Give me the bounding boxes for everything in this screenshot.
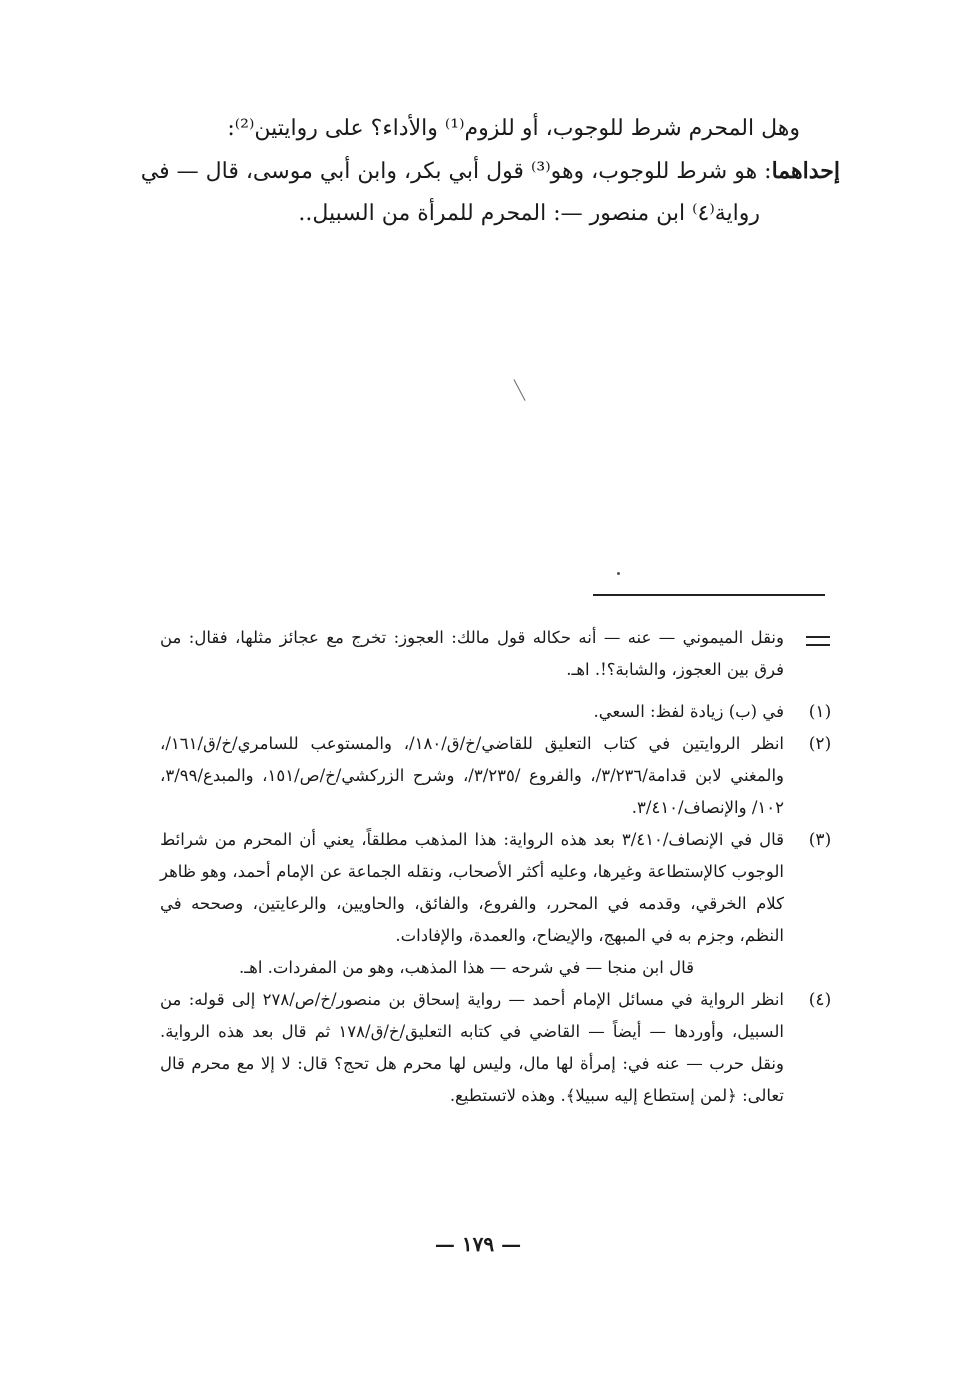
footnote-1 [160, 696, 840, 728]
main-text-line-2-rest: : هو شرط للوجوب، وهو⁽³⁾ قول أبي بكر، وابن أبي موسى، قال — في [140, 159, 772, 184]
main-text [140, 108, 840, 235]
main-text-line-1: وهل المحرم شرط للوجوب، أو للزوم⁽¹⁾ والأداء؟ على روايتين⁽²⁾: [227, 116, 800, 141]
footnote-3 [160, 824, 840, 984]
footnote-continuation [160, 622, 840, 686]
footnote-extra-line: قال ابن منجا — في شرحه — هذا المذهب، وهو من المفردات. اهـ. [239, 958, 694, 977]
stray-pen-mark [513, 379, 525, 401]
main-text-line-2 [140, 150, 840, 193]
footnote-marker: (١) [808, 702, 832, 722]
page-number: — ١٧٩ — [434, 1232, 522, 1256]
ihdahuma-heading: إحداهما [771, 158, 840, 184]
footnote-4 [160, 984, 840, 1112]
footnote-text: انظر الرواية في مسائل الإمام أحمد — رواية إسحاق بن منصور/خ/ص/٢٧٨ إلى قوله: من السبيل، وأوردها — أيضاً — القاضي في كتابه التعليق/خ/ق/١٧٨ ثم قال بعد هذه الرواية. ونقل حرب — عنه في: إمرأة لها مال، وليس لها محرم هل تحج؟ قال: لا إلا مع محرم قال تعالى: ﴿لمن إستطاع إليه سبيلا﴾. وهذه لاتستطيع. [160, 990, 785, 1105]
footnote-marker: (٢) [808, 734, 832, 754]
footnote-marker: (٤) [808, 990, 832, 1010]
footnote-marker: (٣) [808, 830, 832, 850]
continuation-mark [806, 636, 830, 646]
main-text-line-3: رواية⁽٤⁾ ابن منصور —: المحرم للمرأة من السبيل.. [298, 201, 760, 226]
footnote-continuation-text: ونقل الميموني — عنه — أنه حكاله قول مالك: العجوز: تخرج مع عجائز مثلها، فقال: من فرق بين العجوز، والشابة؟!. اهـ. [160, 628, 784, 679]
footnote-separator [593, 594, 825, 596]
footnote-text: قال في الإنصاف/٣/٤١٠ بعد هذه الرواية: هذا المذهب مطلقاً، يعني أن المحرم من شرائط الوجوب كالإستطاعة وغيرها، وعليه أكثر الأصحاب، ونقله الجماعة عن الإمام أحمد، وهو ظاهر كلام الخرقي، وقدمه في المحرر، والفروع، والفائق، والحاويين، والرعايتين، وصححه في النظم، وجزم به في المبهج، والإيضاح، والعمدة، والإفادات. [160, 830, 784, 945]
stray-dot [617, 572, 620, 575]
footnote-2 [160, 728, 840, 824]
footnotes [160, 622, 840, 1112]
footnote-text: انظر الروايتين في كتاب التعليق للقاضي/خ/ق/١٨٠/، والمستوعب للسامري/خ/ق/١٦١/، والمغني لابن قدامة/٣/٢٣٦/، والفروع /٣/٢٣٥/، وشرح الزركشي/خ/ص/١٥١، والمبدع/٣/٩٩، ١٠٢/ والإنصاف/٣/٤١٠. [160, 734, 785, 817]
footnote-text: في (ب) زيادة لفظ: السعي. [593, 702, 784, 721]
